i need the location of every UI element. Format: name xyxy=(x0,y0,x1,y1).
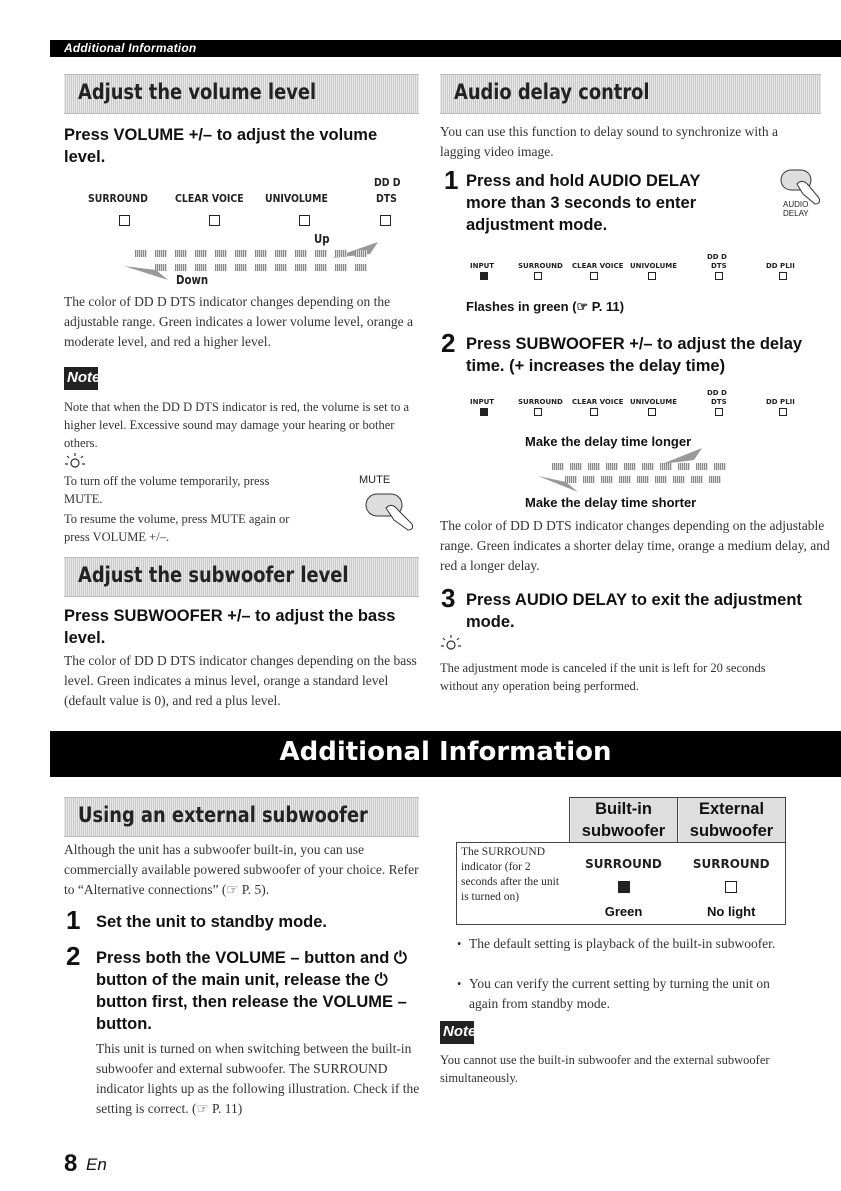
indicator-lamp xyxy=(590,408,598,416)
builtin-cell xyxy=(570,843,678,925)
ind-clearvoice: CLEAR VOICE xyxy=(572,398,624,406)
section-header-bar xyxy=(50,40,841,57)
input-lamp-flashing xyxy=(480,408,488,416)
status-green: Green xyxy=(604,904,643,919)
external-cell xyxy=(678,843,786,925)
ind-surround: SURROUND xyxy=(518,262,563,270)
external-sub-step-2-description: This unit is turned on when switching between the built-in subwoofer and external subwoofer. The SURROUND indicator lights up as the following illustration. Check if the setting is correct. (☞ P. 11) xyxy=(96,1041,420,1116)
indicator-lamp xyxy=(715,408,723,416)
audio-delay-button-label: AUDIO DELAY xyxy=(783,200,809,218)
volume-description: The color of DD D DTS indicator changes depending on the adjustable range. Green indicates a lower volume level, orange a moderate level, and red a higher level. xyxy=(64,294,413,349)
ind-ddplii: DD PLII xyxy=(766,262,795,270)
surround-lamp-on xyxy=(618,881,630,893)
indicator-lamp xyxy=(209,215,220,226)
surround-label: SURROUND xyxy=(692,857,770,871)
subwoofer-comparison-table xyxy=(456,797,786,925)
note-badge: Note xyxy=(440,1021,474,1044)
additional-info-title: Additional Information xyxy=(279,737,612,767)
delay-bar-lower xyxy=(565,476,721,483)
audio-delay-banner xyxy=(440,74,821,114)
mute-button-label: MUTE xyxy=(359,474,391,486)
resume-tip: To resume the volume, press MUTE again or press VOLUME +/–. xyxy=(64,512,290,544)
mute-button-press-icon xyxy=(364,490,420,534)
ind-dts: DTS xyxy=(711,398,727,406)
level-bar-lower xyxy=(155,264,367,271)
ind-input: INPUT xyxy=(470,262,495,270)
indicator-lamp xyxy=(119,215,130,226)
page-number: 8 xyxy=(64,1150,78,1177)
indicator-lamp xyxy=(534,408,542,416)
external-sub-step-1: Set the unit to standby mode. xyxy=(96,913,328,931)
col-builtin: Built-in subwoofer xyxy=(570,798,678,843)
audio-delay-tip: The adjustment mode is canceled if the unit is left for 20 seconds without any operation being performed. xyxy=(440,661,766,693)
bullet: • xyxy=(457,977,462,991)
surround-lamp-off xyxy=(725,881,737,893)
status-no-light: No light xyxy=(707,904,756,919)
audio-delay-intro: You can use this function to delay sound to synchronize with a lagging video image. xyxy=(440,124,778,159)
indicator-lamp xyxy=(380,215,391,226)
step-number: 1 xyxy=(66,905,81,935)
ind-dts: DTS xyxy=(376,192,397,205)
step-number: 1 xyxy=(444,165,459,195)
ind-surround: SURROUND xyxy=(518,398,563,406)
indicator-lamp xyxy=(715,272,723,280)
subwoofer-level-description: The color of DD D DTS indicator changes depending on the bass level. Green indicates a minus level, orange a standard level (default value is 0), and red a plus level. xyxy=(64,653,417,708)
volume-step: Press VOLUME +/– to adjust the volume level. xyxy=(64,126,378,166)
subwoofer-level-step: Press SUBWOOFER +/– to adjust the bass level. xyxy=(64,607,396,647)
page-lang: En xyxy=(86,1155,107,1174)
external-sub-banner xyxy=(64,797,419,837)
indicator-lamp xyxy=(534,272,542,280)
external-sub-step-2: Press both the VOLUME – button and ⏻ button of the main unit, release the ⏻ button first, then release the VOLUME – button. xyxy=(96,949,407,1033)
bullet-item: The default setting is playback of the built-in subwoofer. xyxy=(469,936,776,951)
col-external: External subwoofer xyxy=(678,798,786,843)
ind-ddplii: DD PLII xyxy=(766,398,795,406)
indicator-lamp xyxy=(648,272,656,280)
audio-delay-description: The color of DD D DTS indicator changes depending on the adjustable range. Green indicates a shorter delay time, orange a medium delay, and red a longer delay. xyxy=(440,518,830,573)
dd-logo-small: DD D xyxy=(707,389,727,397)
bullet-item: You can verify the current setting by turning the unit on again from standby mode. xyxy=(469,976,770,1011)
ind-univolume: UNIVOLUME xyxy=(265,192,328,205)
step-number: 3 xyxy=(441,583,456,613)
ind-dts: DTS xyxy=(711,262,727,270)
subwoofer-level-banner xyxy=(64,557,419,597)
step-number: 2 xyxy=(441,328,456,358)
indicator-lamp xyxy=(590,272,598,280)
step-number: 2 xyxy=(66,941,81,971)
subwoofer-level-title: Adjust the subwoofer level xyxy=(78,563,349,587)
volume-note: Note that when the DD D DTS indicator is red, the volume is set to a higher level. Excessive sound may damage your hearing or bother others. xyxy=(64,400,410,450)
ind-univolume: UNIVOLUME xyxy=(630,262,678,270)
indicator-lamp xyxy=(648,408,656,416)
mute-tip: To turn off the volume temporarily, press MUTE. xyxy=(64,474,270,506)
row-label: The SURROUND indicator (for 2 seconds after the unit is turned on) xyxy=(457,843,570,925)
up-label: Up xyxy=(314,232,330,246)
note-badge: Note xyxy=(64,367,98,390)
external-sub-intro: Although the unit has a subwoofer built-in, you can use commercially available powered subwoofer of your choice. Refer to “Alternative connections” (☞ P. 5). xyxy=(64,842,419,897)
shorter-arrow-icon xyxy=(536,474,580,494)
audio-delay-step-1: Press and hold AUDIO DELAY more than 3 seconds to enter adjustment mode. xyxy=(466,172,701,234)
tip-icon xyxy=(440,634,462,652)
external-sub-title: Using an external subwoofer xyxy=(78,803,368,827)
dd-logo-small: DD D xyxy=(707,253,727,261)
volume-section-banner xyxy=(64,74,419,114)
indicator-lamp xyxy=(779,408,787,416)
ind-input: INPUT xyxy=(470,398,495,406)
audio-delay-step-3: Press AUDIO DELAY to exit the adjustment mode. xyxy=(466,591,802,631)
tip-icon xyxy=(64,452,86,470)
section-header-label: Additional Information xyxy=(64,41,197,55)
ind-clearvoice: CLEAR VOICE xyxy=(175,192,244,205)
shorter-label: Make the delay time shorter xyxy=(525,495,697,510)
input-lamp-flashing xyxy=(480,272,488,280)
additional-info-banner xyxy=(50,731,841,777)
indicator-lamp xyxy=(779,272,787,280)
volume-section-title: Adjust the volume level xyxy=(78,80,317,104)
down-label: Down xyxy=(176,273,209,287)
bullet: • xyxy=(457,937,462,951)
longer-label: Make the delay time longer xyxy=(525,434,692,449)
level-bar-upper xyxy=(135,250,367,257)
indicator-lamp xyxy=(299,215,310,226)
ind-clearvoice: CLEAR VOICE xyxy=(572,262,624,270)
dd-logo: DD D xyxy=(374,176,401,189)
ind-surround: SURROUND xyxy=(88,192,148,205)
longer-arrow-icon xyxy=(660,446,704,466)
audio-delay-step-2: Press SUBWOOFER +/– to adjust the delay time. (+ increases the delay time) xyxy=(466,335,803,375)
ind-univolume: UNIVOLUME xyxy=(630,398,678,406)
audio-delay-title: Audio delay control xyxy=(454,80,650,104)
flashes-label: Flashes in green (☞ P. 11) xyxy=(466,299,625,314)
surround-label: SURROUND xyxy=(585,857,662,871)
down-arrow-icon xyxy=(120,262,170,284)
external-sub-note: You cannot use the built-in subwoofer and the external subwoofer simultaneously. xyxy=(440,1053,770,1085)
